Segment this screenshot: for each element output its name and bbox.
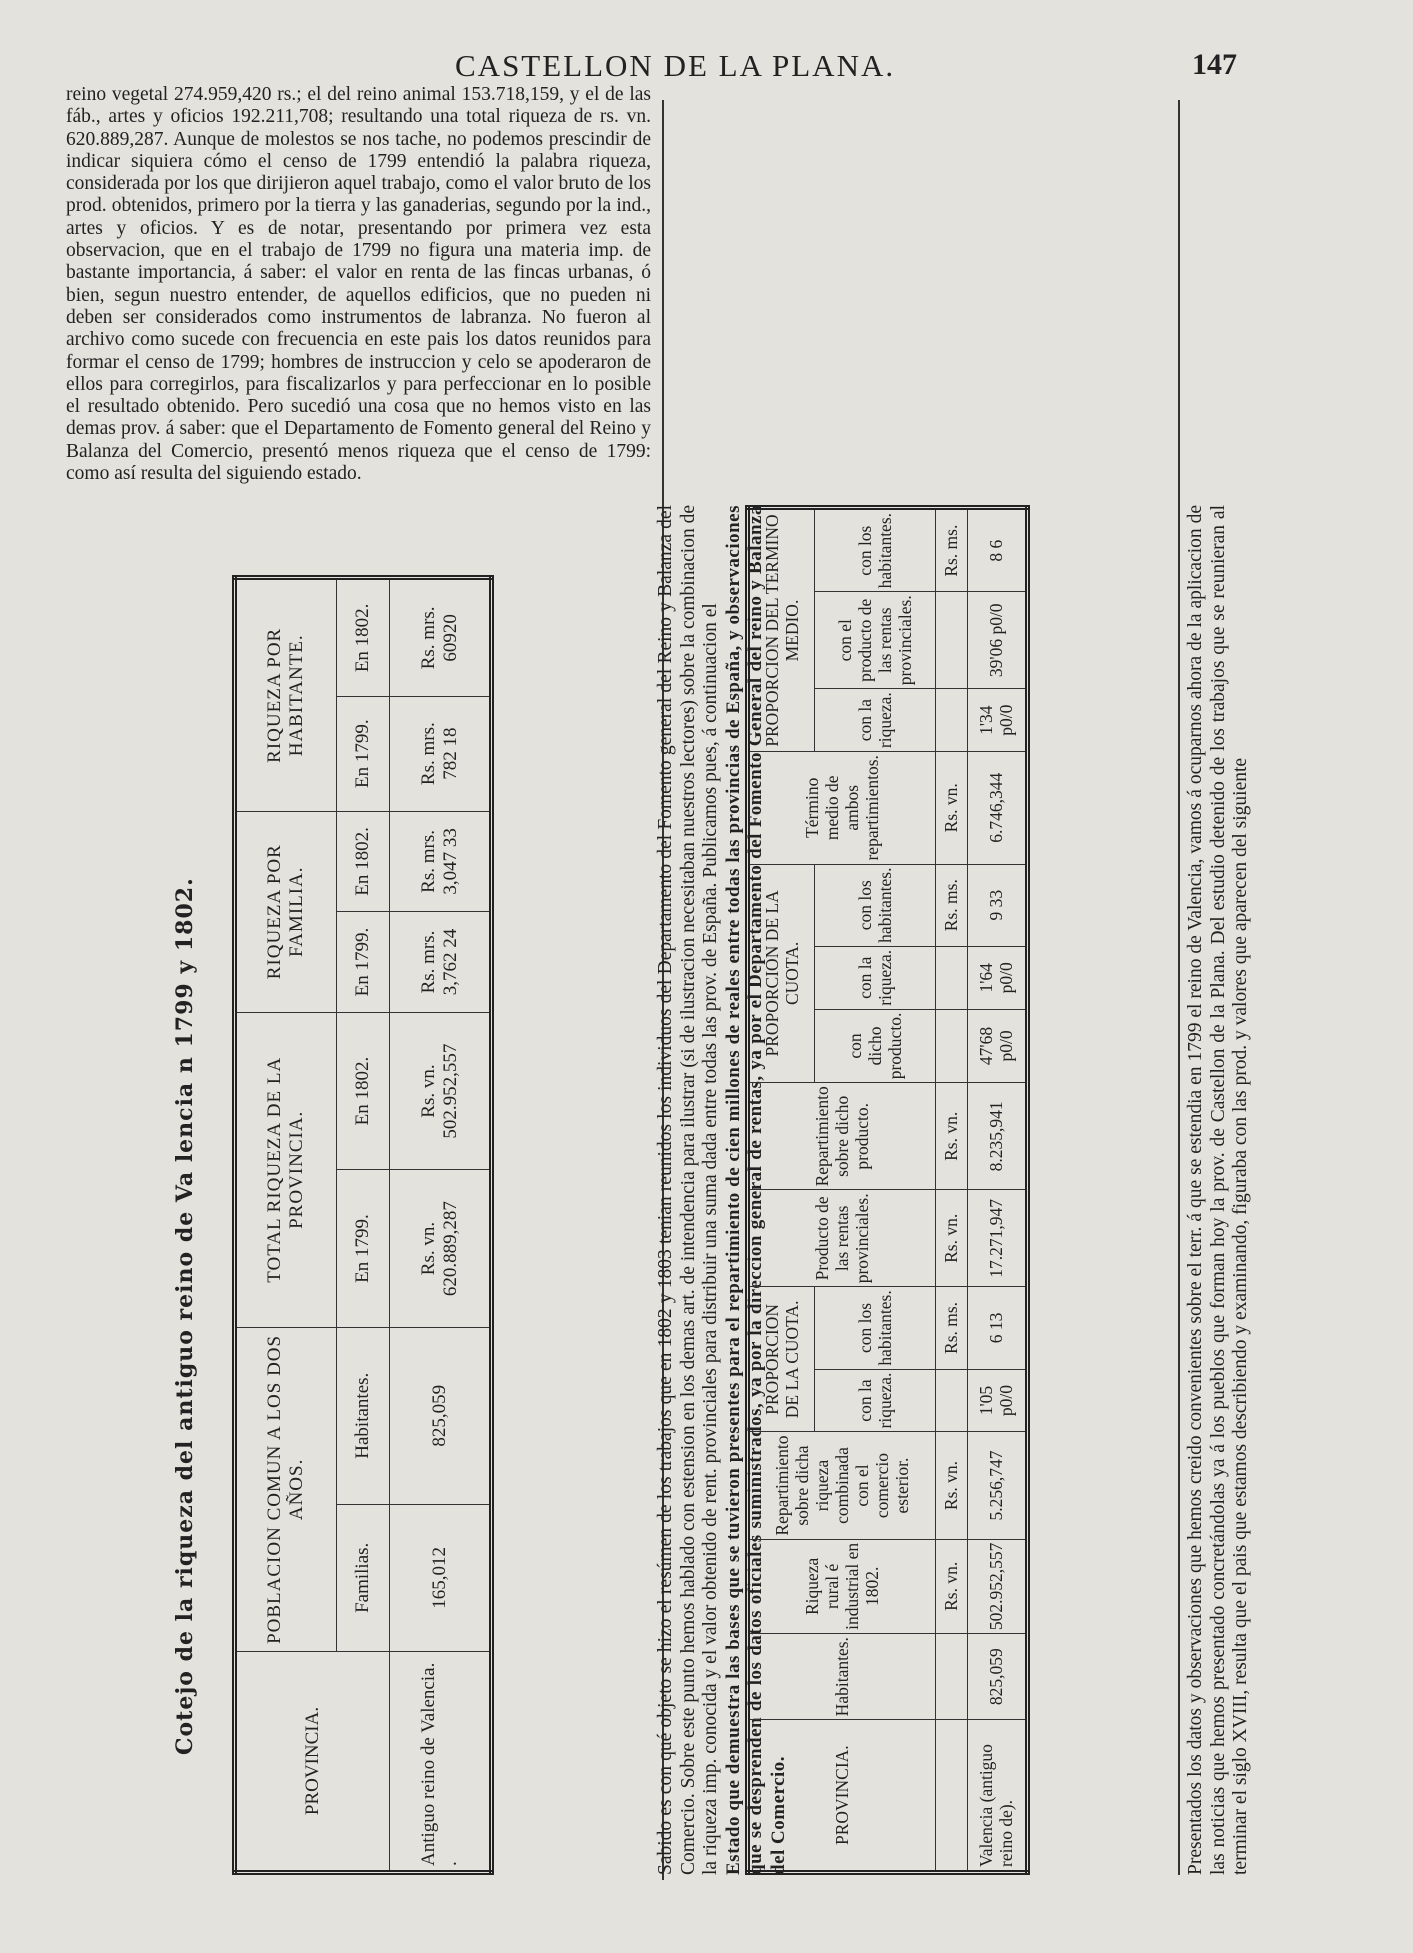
th-total-1802: En 1802.: [336, 1012, 390, 1170]
page-header: [0, 46, 1413, 86]
th-provincia: PROVINCIA.: [748, 1720, 936, 1873]
cell-total-1799: Rs. vn. 620.889,287: [390, 1170, 492, 1328]
intro-paragraph: [66, 84, 651, 485]
th-riqueza-familia: RIQUEZA POR FAMILIA.: [235, 811, 337, 1012]
th-reparti2: Repartimiento sobre dicho producto.: [748, 1083, 936, 1190]
th-termino: Término medio de ambos repartimientos.: [748, 752, 936, 864]
th-cuota2: PROPORCION DE LA CUOTA.: [748, 864, 815, 1083]
repartimiento-table: [745, 505, 1030, 1875]
th-riqueza: Riqueza rural é industrial en 1802.: [748, 1539, 936, 1634]
th-termino-medio: PROPORCION DEL TERMINO MEDIO.: [748, 508, 815, 752]
row-label: Antiguo reino de Valencia. .: [390, 1652, 492, 1873]
cell-familias: 165,012: [390, 1504, 492, 1651]
th-hab-1799: En 1799.: [336, 696, 390, 811]
table1-caption: Cotejo de la riqueza del antiguo reino de Va lencia n 1799 y 1802.: [172, 877, 198, 1755]
intro-text: reino vegetal 274.959,420 rs.; el del reino animal 153.718,159, y el de las fáb., artes y oficios 192.211,708; resultando una total riqueza de rs. vn. 620.889,287. Aunque de molestos se nos tache, no podemos prescindir de indicar siquiera cómo el censo de 1799 entendió la palabra riqueza, considerada por los que dirijieron aquel trabajo, como el valor bruto de los prod. obtenidos, primero por la tierra y las ganaderias, segundo por la ind., artes y oficios. Y es de notar, presentando por primera vez esta observacion, que en el trabajo de 1799 no figura una materia imp. de bastante importancia, á saber: el valor en renta de las fincas urbanas, ó bien, segun nuestro entender, de aquellos edificios, que no pueden ni deben ser considerados como instrumentos de labranza. No fueron al archivo como sucede con frecuencia en este pais los datos reunidos para formar el censo de 1799; hombres de instruccion y celo se apoderaron de ellos para corregirlos, para fiscalizarlos y para perfeccionar en lo posible el resultado obtenido. Pero sucedió una cosa que no hemos visto en las demas prov. á saber: que el Departamento de Fomento general del Reino y Balanza del Comercio, presentó menos riqueza que el censo de 1799: como así resulta del siguiendo estado.: [66, 84, 651, 485]
cell-hab-1799: Rs. mrs. 782 18: [390, 696, 492, 811]
closing-text-panel: [1185, 505, 1255, 1875]
cell-hab-1802: Rs. mrs. 60920: [390, 578, 492, 697]
page-number: 147: [1192, 48, 1237, 81]
th-t-riqueza: con la riqueza.: [814, 689, 935, 752]
th-t-hab: con los habitantes.: [814, 508, 935, 592]
th-c1-hab: con los habitantes.: [814, 1287, 935, 1369]
th-fam-1799: En 1799.: [336, 912, 390, 1013]
th-c2-producto: con dicho producto.: [814, 1009, 935, 1083]
th-poblacion: POBLACION COMUN A LOS DOS AÑOS.: [235, 1327, 337, 1651]
cell-fam-1802: Rs. mrs. 3,047 33: [390, 811, 492, 912]
th-riqueza-habitante: RIQUEZA POR HABITANTE.: [235, 578, 337, 812]
th-provincia: PROVINCIA.: [235, 1652, 390, 1873]
cell-total-1802: Rs. vn. 502.952,557: [390, 1012, 492, 1170]
repartimiento-table-panel: [745, 505, 1035, 1875]
th-c2-hab: con los habitantes.: [814, 864, 935, 946]
th-total-riqueza: TOTAL RIQUEZA DE LA PROVINCIA.: [235, 1012, 337, 1327]
comparison-table: [232, 575, 494, 1875]
cell-fam-1799: Rs. mrs. 3,762 24: [390, 912, 492, 1013]
comparison-table-panel: [170, 575, 550, 1875]
table3-title: Estado que demuestra las bases que se tuvieron presentes para el repartimiento de cien millones de reales entre todas las provincias de España, y observaciones que se desprenden de los datos oficiales suministrados, ya por la direccion general de rentas, ya por el Departamento del Fomento General del reino y Balanza del Comercio.: [722, 505, 789, 1875]
table-row: Valencia (antiguo reino de). 825,059 502.952,557 5.256,747 1'05 p0/0 6 13 17.271,947 8.235,941 47'68 p0/0 1'64 p0/0 9 33 6.746,344 1'34 p0/0 39'06 p0/0 8 6: [967, 508, 1027, 1873]
th-c2-riqueza: con la riqueza.: [814, 946, 935, 1009]
th-c1-riqueza: con la riqueza.: [814, 1369, 935, 1432]
th-reparti1: Repartimiento sobre dicha riqueza combinada con el comercio esterior.: [748, 1432, 936, 1539]
th-cuota1: PROPORCION DE LA CUOTA.: [748, 1287, 815, 1432]
cell-habitantes: 825,059: [390, 1327, 492, 1504]
column-divider: [1178, 100, 1180, 1875]
th-t-producto: con el producto de las rentas provinciales.: [814, 592, 935, 689]
closing-text: Presentados los datos y observaciones que hemos creido convenientes sobre el terr. á que se estendia en 1799 el reino de Valencia, vamos á ocuparnos ahora de la aplicacion de las noticias que hemos presentado concretándolas ya á los pueblos que forman hoy la prov. de Castellon de la Plana. Del estudio detenido de los trabajos que se reunieran al terminar el siglo XVIII, resulta que el pais que estamos describiendo y examinando, figuraba con las prod. y valores que aparecen del siguiente: [1185, 505, 1251, 1875]
page-title: CASTELLON DE LA PLANA.: [455, 48, 896, 83]
units-row: Rs. vn. Rs. vn. Rs. ms. Rs. vn. Rs. vn. Rs. ms. Rs. vn. Rs. ms.: [935, 508, 967, 1873]
th-hab-1802: En 1802.: [336, 578, 390, 697]
th-habitantes: Habitantes.: [336, 1327, 390, 1504]
th-familias: Familias.: [336, 1504, 390, 1651]
row-label: Valencia (antiguo reino de).: [967, 1720, 1027, 1873]
th-total-1799: En 1799.: [336, 1170, 390, 1328]
table-row: [390, 578, 492, 1873]
th-habitantes: Habitantes.: [748, 1634, 936, 1720]
middle-text: Sabido es con qué objeto se hizo el resúmen de los trabajos que en 1802 y 1803 tenian reunidos los individuos del Departamento del Fomento general del Reino y Balanza del Comercio. Sobre este punto hemos hablado con estension en los demas art. de intendencia para ilustrar (si de ilustracion necesitaban nuestros lectores) sobre la combinacion de la riqueza imp. conocida y el valor obtenido de rent. provinciales para distribuir una suma dada entre todas las prov. de España. Publicamos pues, á continuacion el: [655, 505, 721, 1875]
th-fam-1802: En 1802.: [336, 811, 390, 912]
th-producto: Producto de las rentas provinciales.: [748, 1190, 936, 1287]
